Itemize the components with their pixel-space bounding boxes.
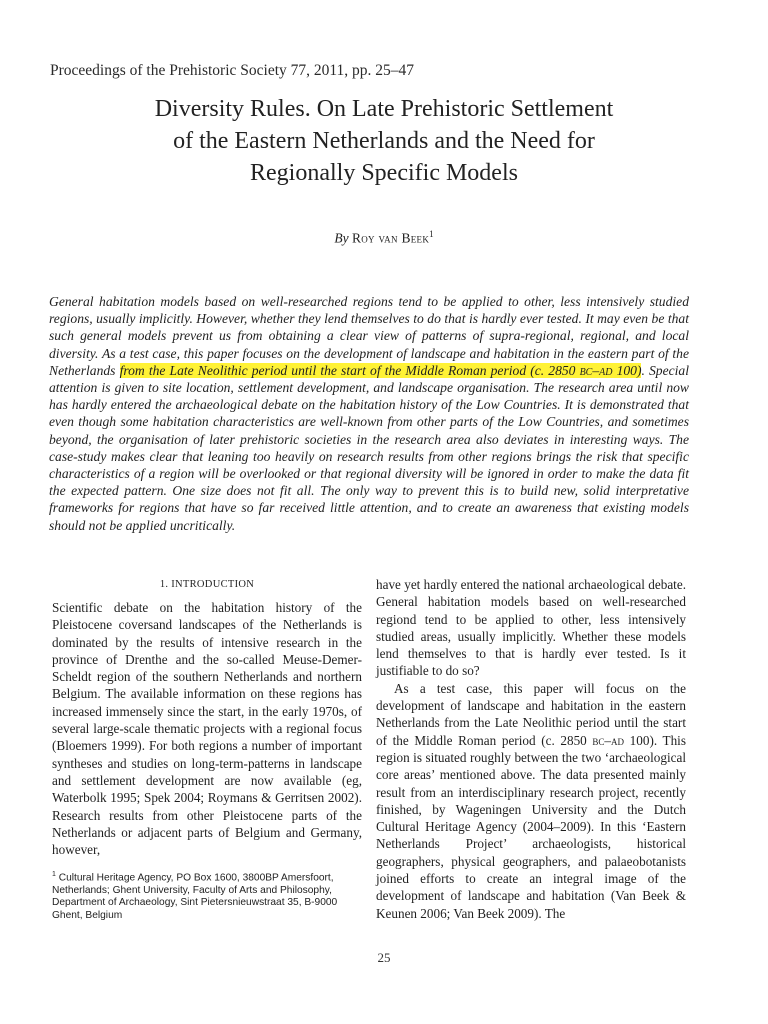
left-column xyxy=(52,576,362,858)
abstract-text-start: General habitation models based on well-researched regions tend to be applied to other, less intensively studied regions, usually implicitly. However, whether they lend themselves to do that is hardly ever tested. It may even be that such general models prevent us from obtaining a clear view of patterns of supra-regional, regional, and local diversity. As a test case, this paper focuses on the development of landscape and habitation in the eastern part of the Netherlands xyxy=(49,294,689,378)
abstract-highlight-text: from the Late Neolithic period until the start of the Middle Roman period (c. 2850 xyxy=(119,362,580,378)
footnote xyxy=(52,869,364,922)
paragraph-text: As a test case, this paper will focus on the development of landscape and habitation in the eastern Netherlands from the Late Neolithic period until the start of the Middle Roman period (c. 2850 xyxy=(376,680,686,748)
title-line-2: of the Eastern Netherlands and the Need for xyxy=(173,128,595,154)
era-abbrev: bc–ad xyxy=(592,732,625,748)
title-line-1: Diversity Rules. On Late Prehistoric Settlement xyxy=(154,96,614,122)
journal-citation: Proceedings of the Prehistoric Society 77, 2011, pp. 25–47 xyxy=(50,62,415,79)
title-line-3: Regionally Specific Models xyxy=(250,160,518,186)
body-paragraph: Scientific debate on the habitation history of the Pleistocene coversand landscapes of the Netherlands is dominated by the results of intensive research in the province of Drenthe and the so-called Meuse-Demer-Scheldt region of the southern Netherlands and northern Belgium. The available information on these regions has increased immensely since the start, in the early 1970s, of several large-scale thematic projects with a regional focus (Bloemers 1999). For both regions a number of important syntheses and studies on long-term-patterns in landscape and settlement development are now available (eg, Waterbolk 1995; Spek 2004; Roymans & Gerritsen 2002). Research results from other Pleistocene parts of the Netherlands or adjacent parts of Belgium and Germany, however, xyxy=(52,600,362,858)
body-paragraph: have yet hardly entered the national archaeological debate. General habitation models based on well-researched regiond tend to be applied to other, less intensively studied areas, usually implicitly. Whether these models lend themselves to that is hardly ever tested. Is it justifiable to do so? xyxy=(376,577,686,679)
abstract-highlight xyxy=(120,363,642,378)
section-heading: 1. INTRODUCTION xyxy=(159,579,255,590)
paragraph-text: 100). This region is situated roughly between the two ‘archaeological core areas’ mentioned above. The data presented mainly result from an interdisciplinary research project, recently finished, by Wageningen University and the Dutch Cultural Heritage Agency (2004–2009). In this ‘Eastern Netherlands Project’ archaeologists, historical geographers, physical geographers, and palaeobotanists joined efforts to create an integral image of the development of landscape and habitation (Van Beek & Keunen 2006; Van Beek 2009). The xyxy=(376,732,686,921)
author-footnote-mark: 1 xyxy=(429,229,434,239)
byline-by: By xyxy=(334,230,349,246)
article-title xyxy=(60,93,708,189)
page-number: 25 xyxy=(377,950,391,965)
author-name: Roy van Beek xyxy=(351,230,430,246)
right-column xyxy=(376,576,686,922)
footnote-text: Cultural Heritage Agency, PO Box 1600, 3800BP Amersfoort, Netherlands; Ghent University, Faculty of Arts and Philosophy, Department of Archaeology, Sint Pietersnieuwstraat 35, B-9000 Ghent, Belgium xyxy=(52,872,338,921)
abstract-highlight-era: bc–ad xyxy=(579,362,613,378)
footnote-mark: 1 xyxy=(52,871,56,878)
abstract xyxy=(49,293,689,534)
byline xyxy=(0,229,768,247)
body-paragraph xyxy=(376,680,686,922)
abstract-highlight-end: 100) xyxy=(612,362,642,378)
abstract-text-end: . Special attention is given to site location, settlement development, and landscape organisation. The research area until now has hardly entered the archaeological debate on the habitation history of the Low Countries. It is demonstrated that even though some habitation characteristics are well-known from other parts of the Low Countries, and sometimes beyond, the organisation of later prehistoric societies in the research area also deviates in interesting ways. The case-study makes clear that leaning too heavily on research results from other regions brings the risk that specific characteristics of a region will be overlooked or that regional diversity will be ignored in order to make the data fit the expected pattern. One size does not fit all. The only way to prevent this is to build new, solid interpretative frameworks for regions that have so far received little attention, and to create an awareness that existing models should not be applied uncritically. xyxy=(49,362,689,533)
